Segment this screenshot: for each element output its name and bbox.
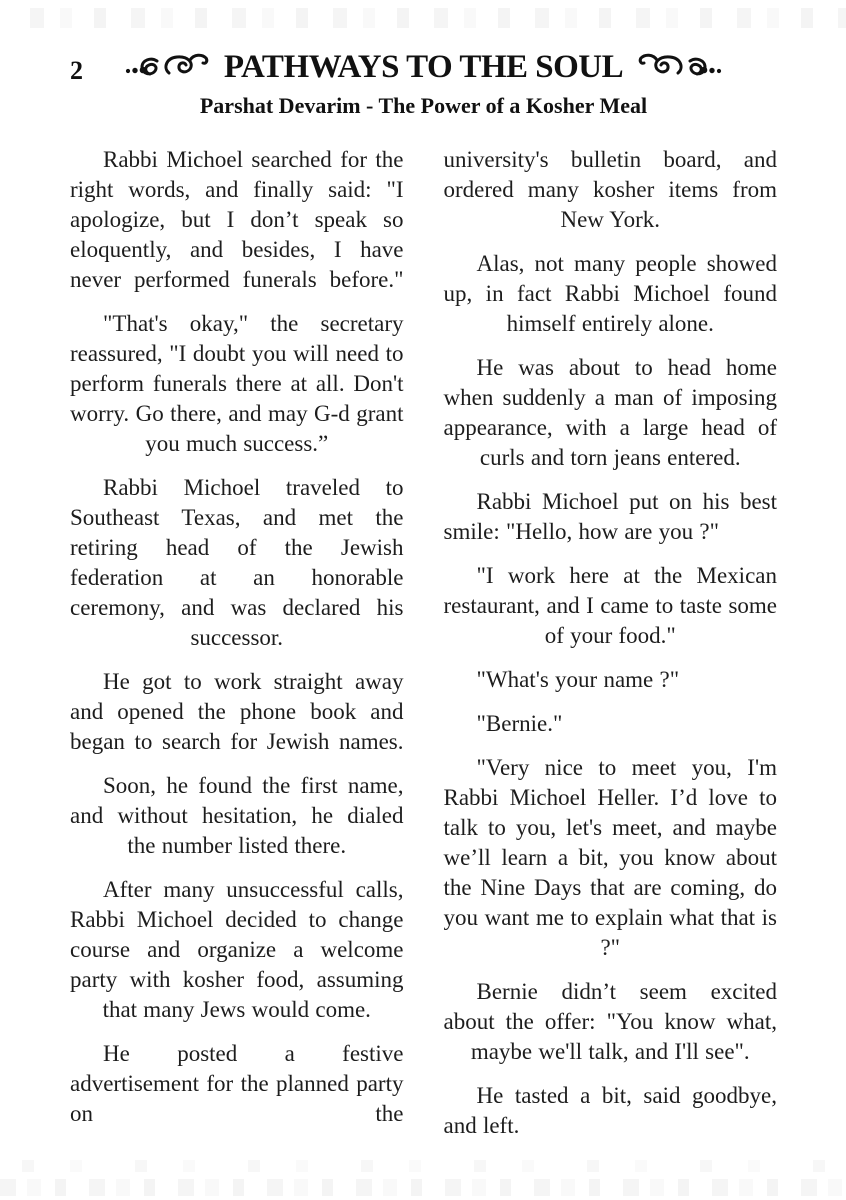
paragraph: "That's okay," the secretary reassured, "I doubt you will need to perform funerals there at all. Don't worry. Go there, and may G-d grant you much success.”: [70, 311, 404, 456]
page-subtitle: Parshat Devarim - The Power of a Kosher Meal: [199, 93, 648, 118]
paragraph: Rabbi Michoel put on his best smile: "Hello, how are you ?": [443, 489, 777, 544]
paragraph: university's bulletin board, and ordered many kosher items from New York.: [443, 147, 777, 232]
paragraph: He got to work straight away and opened the phone book and began to search for Jewish names.: [70, 669, 404, 754]
title-row: [70, 44, 777, 90]
scroll-flourish-left-icon: [124, 53, 216, 81]
bottom-border-pattern-row2: [0, 1179, 846, 1196]
bottom-border-pattern-row1: [0, 1160, 846, 1172]
paragraph: Rabbi Michoel searched for the right words, and finally said: "I apologize, but I don’t speak so eloquently, and besides, I have never performed funerals before.": [70, 147, 404, 292]
paragraph: Soon, he found the first name, and without hesitation, he dialed the number listed there.: [70, 773, 404, 858]
article-body: [70, 145, 777, 1155]
paragraph: After many unsuccessful calls, Rabbi Michoel decided to change course and organize a welcome party with kosher food, assuming that many Jews would come.: [70, 877, 404, 1022]
paragraph: "Very nice to meet you, I'm Rabbi Michoel Heller. I’d love to talk to you, let's meet, and maybe we’ll learn a bit, you know about the Nine Days that are coming, do you want me to explain what that is ?": [443, 755, 777, 960]
page-title: PATHWAYS TO THE SOUL: [223, 48, 624, 85]
paragraph: Alas, not many people showed up, in fact Rabbi Michoel found himself entirely alone.: [443, 251, 777, 336]
paragraph: "What's your name ?": [476, 667, 680, 692]
right-column: [444, 145, 778, 1155]
paragraph: He posted a festive advertisement for the planned party on the: [70, 1041, 404, 1126]
page-header: [70, 44, 777, 119]
scroll-flourish-right-icon: [631, 53, 723, 81]
left-column: [70, 145, 404, 1155]
paragraph: "I work here at the Mexican restaurant, and I came to taste some of your food.": [443, 563, 777, 648]
top-border-pattern: [30, 8, 846, 28]
paragraph: "Bernie.": [476, 711, 563, 736]
paragraph: Rabbi Michoel traveled to Southeast Texas, and met the retiring head of the Jewish federation at an honorable ceremony, and was declared his successor.: [70, 475, 404, 650]
paragraph: He tasted a bit, said goodbye, and left.: [443, 1083, 777, 1138]
page-number: 2: [70, 56, 83, 85]
paragraph: He was about to head home when suddenly a man of imposing appearance, with a large head of curls and torn jeans entered.: [443, 355, 777, 470]
paragraph: Bernie didn’t seem excited about the offer: "You know what, maybe we'll talk, and I'll see".: [443, 979, 777, 1064]
